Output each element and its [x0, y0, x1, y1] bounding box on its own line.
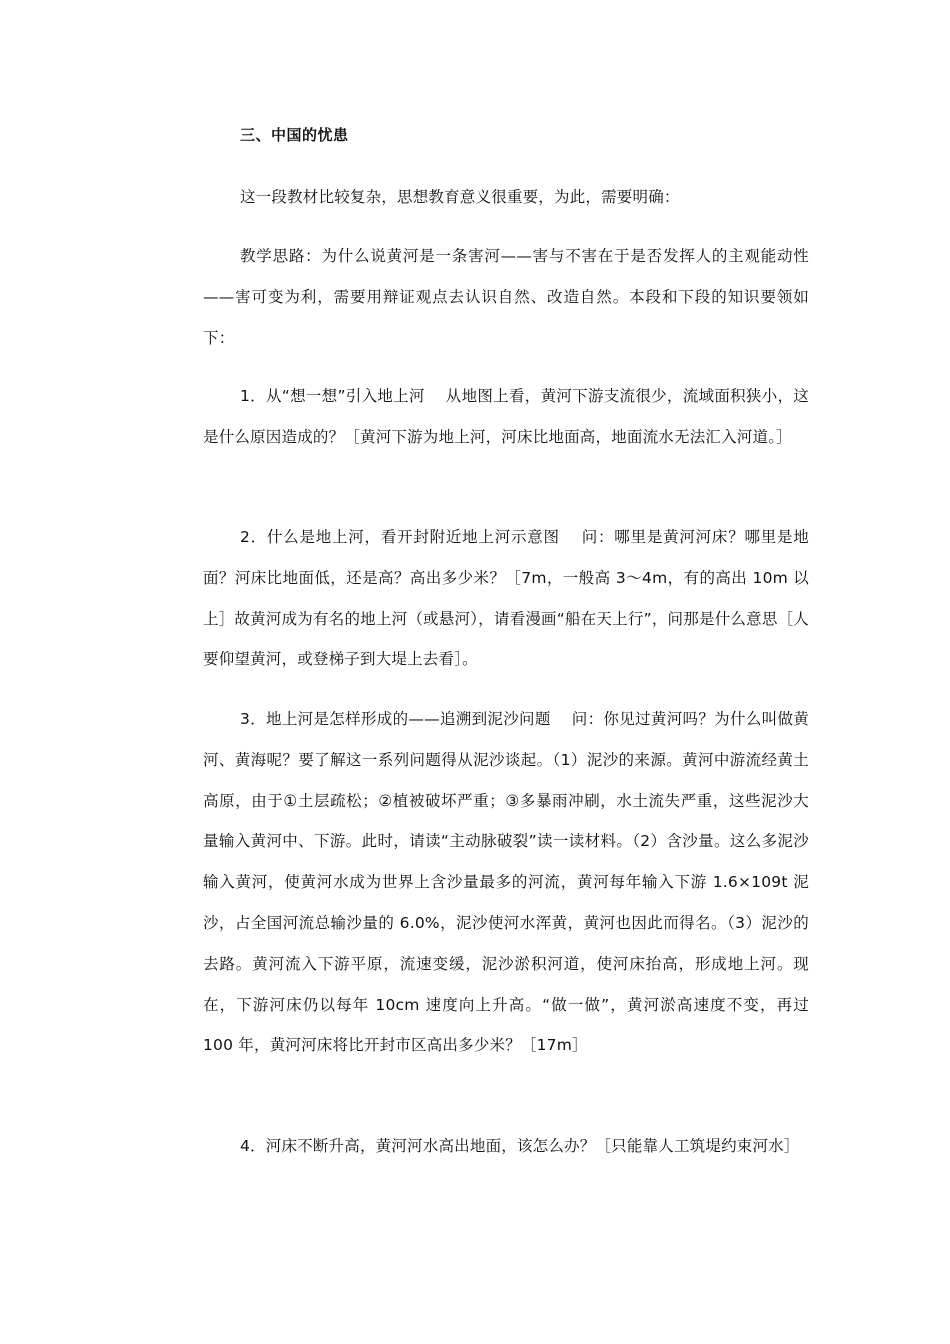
- paragraph-point-2: 2．什么是地上河，看开封附近地上河示意图 问：哪里是黄河河床？哪里是地面？河床比地面低，还是高？高出多少米？［7m，一般高 3～4m，有的高出 10m 以上］故黄河成为有名的地上河（或悬河），请看漫画“船在天上行”，问那是什么意思［人要仰望黄河，或登梯子到大堤上去看］。: [203, 528, 809, 669]
- paragraph-point-4: 4．河床不断升高，黄河河水高出地面，该怎么办？［只能靠人工筑堤约束河水］: [240, 1137, 800, 1155]
- paragraph-point-3: 3．地上河是怎样形成的——追溯到泥沙问题 问：你见过黄河吗？为什么叫做黄河、黄海呢？要了解这一系列问题得从泥沙谈起。（1）泥沙的来源。黄河中游流经黄土高原，由于①土层疏松；②植被破坏严重；③多暴雨冲刷，水土流失严重，这些泥沙大量输入黄河中、下游。此时，请读“主动脉破裂”读一读材料。（2）含沙量。这么多泥沙输入黄河，使黄河水成为世界上含沙量最多的河流，黄河每年输入下游 1.6×109t 泥沙，占全国河流总输沙量的 6.0%，泥沙使河水浑黄，黄河也因此而得名。（3）泥沙的去路。黄河流入下游平原，流速变缓，泥沙淤积河道，使河床抬高，形成地上河。现在，下游河床仍以每年 10cm 速度向上升高。“做一做”，黄河淤高速度不变，再过 100 年，黄河河床将比开封市区高出多少米？［17m］: [203, 710, 809, 1055]
- section-heading: 三、中国的忧患: [240, 126, 349, 144]
- paragraph-point-1: 1．从“想一想”引入地上河 从地图上看，黄河下游支流很少，流域面积狭小，这是什么原因造成的？［黄河下游为地上河，河床比地面高，地面流水无法汇入河道。］: [203, 387, 809, 446]
- paragraph-intro: 这一段教材比较复杂，思想教育意义很重要，为此，需要明确：: [240, 188, 680, 206]
- paragraph-teaching-idea: 教学思路：为什么说黄河是一条害河——害与不害在于是否发挥人的主观能动性——害可变为利，需要用辩证观点去认识自然、改造自然。本段和下段的知识要领如下：: [203, 247, 809, 347]
